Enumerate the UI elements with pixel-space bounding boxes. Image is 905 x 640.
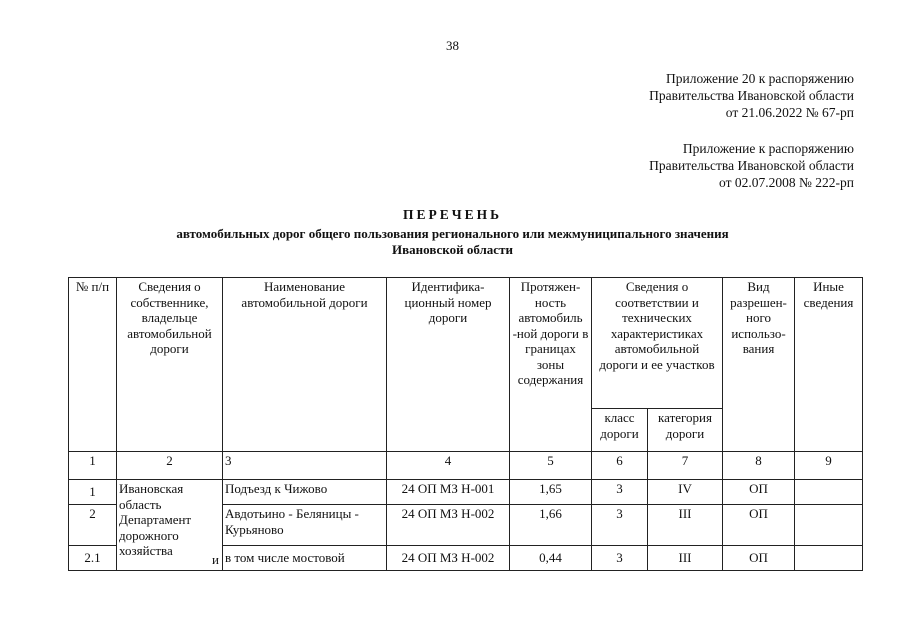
document-title: ПЕРЕЧЕНЬ — [402, 207, 503, 222]
column-number: 4 — [387, 452, 510, 480]
road-class: 3 — [592, 505, 648, 546]
column-number: 8 — [723, 452, 795, 480]
header-num: № п/п — [69, 278, 117, 452]
row-num: 2.1 — [69, 546, 117, 571]
header-permitted-use: Вид разрешен- ного использо- вания — [723, 278, 795, 452]
subtitle-line: автомобильных дорог общего пользования регионального или межмуниципального значения — [176, 226, 729, 241]
owner-text: Ивановская область Департамент дорожного хозяйства — [119, 481, 192, 558]
appendix-note-original — [649, 140, 854, 191]
header-row — [69, 278, 863, 409]
road-id: 24 ОП МЗ Н-002 — [387, 546, 510, 571]
road-use: ОП — [723, 505, 795, 546]
column-number: 2 — [117, 452, 223, 480]
road-id: 24 ОП МЗ Н-001 — [387, 480, 510, 505]
road-category: III — [648, 546, 723, 571]
owner-cell — [117, 480, 223, 571]
header-road-id: Идентифика- ционный номер дороги — [387, 278, 510, 452]
row-num: 1 — [69, 480, 117, 505]
column-number: 3 — [223, 452, 387, 480]
header-category: категория дороги — [648, 409, 723, 452]
appendix-line: от 21.06.2022 № 67-рп — [725, 105, 854, 120]
header-owner: Сведения о собственнике, владельце автомобильной дороги — [117, 278, 223, 452]
road-length: 1,66 — [510, 505, 592, 546]
road-category: III — [648, 505, 723, 546]
road-name: Подъезд к Чижово — [223, 480, 387, 505]
road-other — [795, 505, 863, 546]
roads-table — [68, 277, 863, 571]
road-name: Авдотьино - Беляницы - Курьяново — [223, 505, 387, 546]
road-name: в том числе мостовой — [223, 546, 387, 571]
road-category: IV — [648, 480, 723, 505]
column-number: 9 — [795, 452, 863, 480]
column-number: 5 — [510, 452, 592, 480]
road-use: ОП — [723, 546, 795, 571]
column-numbers-row — [69, 452, 863, 480]
subtitle-line: Ивановской области — [392, 242, 513, 257]
header-compliance: Сведения о соответствии и технических характеристиках автомобильной дороги и ее участков — [592, 278, 723, 409]
column-number: 7 — [648, 452, 723, 480]
appendix-line: Правительства Ивановской области — [649, 158, 854, 173]
header-road-name: Наименование автомобильной дороги — [223, 278, 387, 452]
page-number: 38 — [446, 38, 459, 53]
document-subtitle — [0, 226, 905, 258]
appendix-line: Приложение к распоряжению — [682, 141, 854, 156]
road-class: 3 — [592, 480, 648, 505]
road-use: ОП — [723, 480, 795, 505]
road-other — [795, 480, 863, 505]
appendix-line: Приложение 20 к распоряжению — [666, 71, 854, 86]
column-number: 1 — [69, 452, 117, 480]
header-length: Протяжен- ность автомобиль -ной дороги в границах зоны содержания — [510, 278, 592, 452]
road-class: 3 — [592, 546, 648, 571]
road-other — [795, 546, 863, 571]
road-length: 0,44 — [510, 546, 592, 571]
table-row — [69, 480, 863, 505]
appendix-line: от 02.07.2008 № 222-рп — [719, 175, 854, 190]
column-number: 6 — [592, 452, 648, 480]
appendix-note-current — [649, 70, 854, 121]
owner-tail: и — [212, 551, 219, 567]
road-id: 24 ОП МЗ Н-002 — [387, 505, 510, 546]
row-num: 2 — [69, 505, 117, 546]
header-other: Иные сведения — [795, 278, 863, 452]
road-length: 1,65 — [510, 480, 592, 505]
header-class: класс дороги — [592, 409, 648, 452]
appendix-line: Правительства Ивановской области — [649, 88, 854, 103]
